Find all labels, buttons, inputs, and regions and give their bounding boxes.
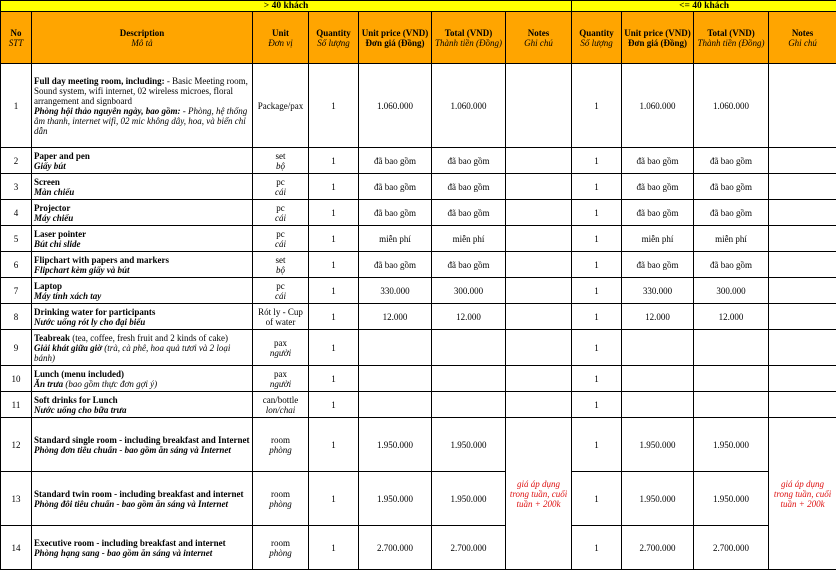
row-number: 10 [1,366,32,392]
table-row [1,200,836,226]
row-quantity: 1 [309,526,359,570]
row-number: 1 [1,64,32,148]
row-description: Flipchart with papers and markers Flipchart kèm giấy và bút [32,252,253,278]
row-total-2: 1.950.000 [694,418,769,472]
row-unit-price: 330.000 [359,278,432,304]
row-description: Screen Màn chiếu [32,174,253,200]
table-row [1,252,836,278]
row-notes [506,148,572,174]
row-notes-2 [769,330,836,366]
col-quantity-2: Quantity Số lượng [572,12,622,64]
row-total-2 [694,392,769,418]
room-note-2: giá áp dụng trong tuần, cuối tuần + 200k [769,418,836,570]
row-total-2: 1.950.000 [694,472,769,526]
row-unit: pax người [253,366,309,392]
row-total-2: đã bao gồm [694,252,769,278]
row-total [432,330,506,366]
row-unit-price-2 [622,366,694,392]
row-number: 12 [1,418,32,472]
row-quantity: 1 [309,330,359,366]
row-unit: room phòng [253,418,309,472]
row-unit: Rót ly - Cup of water [253,304,309,330]
row-notes [506,174,572,200]
row-unit-price-2: miễn phí [622,226,694,252]
row-quantity-2: 1 [572,148,622,174]
row-description: Laser pointer Bút chỉ slide [32,226,253,252]
row-notes-2 [769,278,836,304]
row-unit: pc cái [253,278,309,304]
row-notes-2 [769,366,836,392]
row-total: 2.700.000 [432,526,506,570]
row-quantity-2: 1 [572,366,622,392]
row-quantity: 1 [309,392,359,418]
row-total: đã bao gồm [432,252,506,278]
row-quantity: 1 [309,148,359,174]
row-total: 1.950.000 [432,418,506,472]
row-total-2: đã bao gồm [694,148,769,174]
row-unit-price-2: đã bao gồm [622,148,694,174]
col-no: No STT [1,12,32,64]
row-unit: pc cái [253,226,309,252]
table-row [1,472,836,526]
row-total: 12.000 [432,304,506,330]
row-quantity: 1 [309,304,359,330]
row-total: đã bao gồm [432,200,506,226]
row-quantity-2: 1 [572,392,622,418]
table-row [1,148,836,174]
row-number: 3 [1,174,32,200]
row-unit-price-2: 1.950.000 [622,472,694,526]
row-unit: Package/pax [253,64,309,148]
row-notes-2 [769,148,836,174]
col-total: Total (VND) Thành tiền (Đồng) [432,12,506,64]
col-quantity: Quantity Số lượng [309,12,359,64]
row-unit-price-2: đã bao gồm [622,200,694,226]
row-number: 4 [1,200,32,226]
table-row [1,330,836,366]
row-unit-price: 1.950.000 [359,472,432,526]
row-total-2: 300.000 [694,278,769,304]
row-unit-price-2: 2.700.000 [622,526,694,570]
row-description: Paper and pen Giấy bút [32,148,253,174]
row-notes [506,330,572,366]
row-description: Teabreak (tea, coffee, fresh fruit and 2 kinds of cake) Giải khát giữa giờ (trà, cà phê, hoa quả tươi và 2 loại bánh) [32,330,253,366]
row-unit: set bộ [253,148,309,174]
row-unit-price: 1.060.000 [359,64,432,148]
row-quantity: 1 [309,64,359,148]
row-total-2: miễn phí [694,226,769,252]
row-description: Laptop Máy tính xách tay [32,278,253,304]
table-body [1,64,836,570]
row-number: 5 [1,226,32,252]
row-unit-price: đã bao gồm [359,148,432,174]
row-unit: room phòng [253,526,309,570]
row-unit-price: 1.950.000 [359,418,432,472]
row-total-2 [694,366,769,392]
row-quantity-2: 1 [572,226,622,252]
row-description: Standard single room - including breakfast and Internet Phòng đơn tiêu chuẩn - bao gồm ăn sáng và Internet [32,418,253,472]
row-notes-2 [769,226,836,252]
row-total: đã bao gồm [432,148,506,174]
row-unit-price: 12.000 [359,304,432,330]
row-notes-2 [769,200,836,226]
row-total: miễn phí [432,226,506,252]
row-quantity: 1 [309,226,359,252]
row-total: đã bao gồm [432,174,506,200]
row-quantity: 1 [309,200,359,226]
column-header-row [1,12,836,64]
room-note: giá áp dụng trong tuần, cuối tuần + 200k [506,418,572,570]
table-row [1,64,836,148]
col-total-2: Total (VND) Thành tiền (Đồng) [694,12,769,64]
row-unit-price-2: 1.060.000 [622,64,694,148]
row-unit-price-2: đã bao gồm [622,252,694,278]
row-total-2: 12.000 [694,304,769,330]
row-quantity-2: 1 [572,200,622,226]
row-total [432,392,506,418]
row-notes [506,200,572,226]
row-unit-price-2: 330.000 [622,278,694,304]
row-notes [506,64,572,148]
row-number: 7 [1,278,32,304]
row-quantity-2: 1 [572,330,622,366]
row-quantity-2: 1 [572,526,622,570]
row-unit-price [359,392,432,418]
row-description: Soft drinks for Lunch Nước uống cho bữa trưa [32,392,253,418]
table-row [1,304,836,330]
row-unit-price-2: 12.000 [622,304,694,330]
row-total-2: đã bao gồm [694,200,769,226]
row-quantity-2: 1 [572,174,622,200]
row-notes [506,278,572,304]
row-quantity: 1 [309,252,359,278]
row-quantity: 1 [309,278,359,304]
row-notes [506,226,572,252]
row-unit-price [359,366,432,392]
row-quantity-2: 1 [572,252,622,278]
row-quantity: 1 [309,418,359,472]
row-total-2 [694,330,769,366]
table-row [1,526,836,570]
row-number: 14 [1,526,32,570]
row-quantity-2: 1 [572,418,622,472]
row-notes-2 [769,64,836,148]
row-quantity: 1 [309,472,359,526]
row-total-2: 1.060.000 [694,64,769,148]
row-unit: pax người [253,330,309,366]
row-unit-price: đã bao gồm [359,200,432,226]
row-description: Lunch (menu included) Ăn trưa (bao gồm thực đơn gợi ý) [32,366,253,392]
table-row [1,278,836,304]
row-unit: pc cái [253,174,309,200]
row-unit-price: đã bao gồm [359,174,432,200]
row-number: 9 [1,330,32,366]
row-notes-2 [769,252,836,278]
row-unit: pc cái [253,200,309,226]
row-description: Executive room - including breakfast and internet Phòng hạng sang - bao gồm ăn sáng và internet [32,526,253,570]
row-unit: can/bottle lon/chai [253,392,309,418]
table-row [1,174,836,200]
group-header-row [1,1,836,12]
row-quantity-2: 1 [572,64,622,148]
row-unit-price-2 [622,330,694,366]
table-row [1,366,836,392]
row-notes-2 [769,304,836,330]
row-number: 11 [1,392,32,418]
row-number: 6 [1,252,32,278]
row-total [432,366,506,392]
table-row [1,226,836,252]
group-over-40: > 40 khách [1,1,572,12]
row-description: Drinking water for participants Nước uống rót ly cho đại biểu [32,304,253,330]
row-notes [506,304,572,330]
row-description: Standard twin room - including breakfast and internet Phòng đôi tiêu chuẩn - bao gồm ăn sáng và Internet [32,472,253,526]
row-unit: room phòng [253,472,309,526]
row-unit-price-2: 1.950.000 [622,418,694,472]
row-notes [506,366,572,392]
table-row [1,418,836,472]
group-under-40: <= 40 khách [572,1,836,12]
col-unit-price: Unit price (VND) Đơn giá (Đồng) [359,12,432,64]
row-description: Full day meeting room, including: - Basic Meeting room, Sound system, wifi internet, 02 wireless microes, floral arrangement and signboard Phòng hội thảo nguyên ngày, bao gồm: - Phòng, hệ thống âm thanh, internet wifi, 02 mic không dây, hoa, và biển chỉ dẫn [32,64,253,148]
row-unit-price-2: đã bao gồm [622,174,694,200]
row-unit-price: 2.700.000 [359,526,432,570]
col-notes: Notes Ghi chú [506,12,572,64]
col-description: Description Mô tả [32,12,253,64]
row-notes [506,392,572,418]
row-notes-2 [769,174,836,200]
row-total: 1.950.000 [432,472,506,526]
row-quantity-2: 1 [572,278,622,304]
col-unit-price-2: Unit price (VND) Đơn giá (Đồng) [622,12,694,64]
row-total-2: đã bao gồm [694,174,769,200]
row-notes [506,252,572,278]
row-number: 8 [1,304,32,330]
row-unit: set bộ [253,252,309,278]
row-total-2: 2.700.000 [694,526,769,570]
row-quantity: 1 [309,366,359,392]
row-total: 1.060.000 [432,64,506,148]
row-notes-2 [769,392,836,418]
row-number: 2 [1,148,32,174]
row-quantity-2: 1 [572,304,622,330]
row-unit-price: đã bao gồm [359,252,432,278]
col-notes-2: Notes Ghi chú [769,12,836,64]
row-quantity: 1 [309,174,359,200]
row-unit-price: miễn phí [359,226,432,252]
row-unit-price-2 [622,392,694,418]
row-quantity-2: 1 [572,472,622,526]
row-unit-price [359,330,432,366]
row-total: 300.000 [432,278,506,304]
row-description: Projector Máy chiếu [32,200,253,226]
table-row [1,392,836,418]
col-unit: Unit Đơn vị [253,12,309,64]
row-number: 13 [1,472,32,526]
